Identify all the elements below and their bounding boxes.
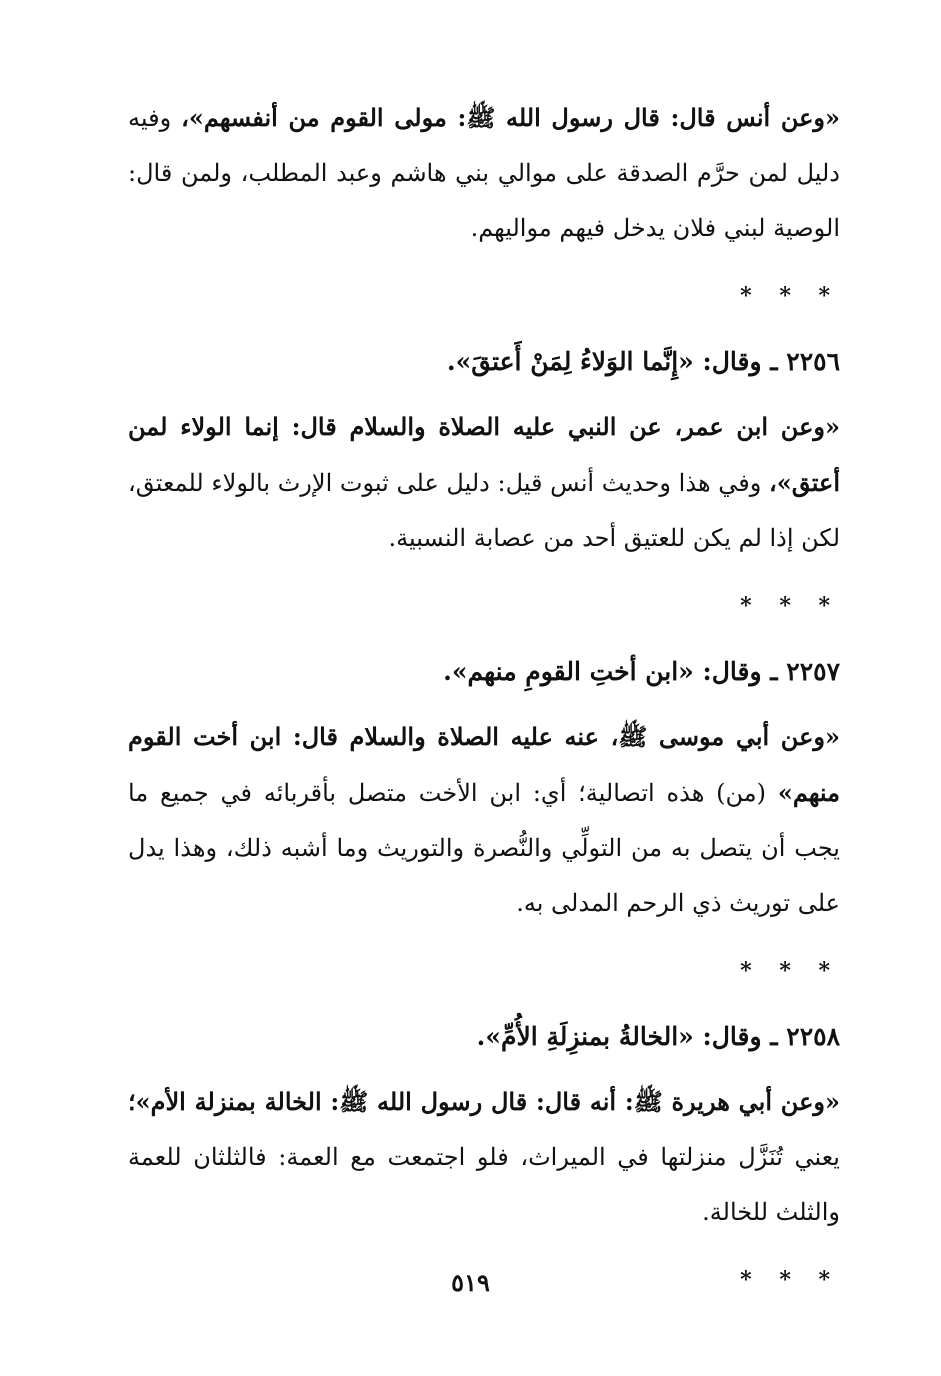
section-separator: * * *: [740, 1267, 840, 1293]
hadith-text: «وعن ابن عمر، عن النبي عليه الصلاة والسلام قال: إنما الولاء لمن أعتق»،: [128, 412, 840, 497]
section-separator: * * *: [740, 593, 840, 619]
hadith-heading-2258: ٢٢٥٨ ـ وقال: «الخالةُ بمنزِلَةِ الأُمِّ».: [476, 1022, 840, 1051]
hadith-heading-2257: ٢٢٥٧ ـ وقال: «ابن أختِ القومِ منهم».: [443, 657, 840, 686]
hadith-text: «وعن أبي موسى ﷺ، عنه عليه الصلاة والسلام قال: ابن أخت القوم منهم»: [128, 722, 840, 807]
hadith-text: «وعن أبي هريرة ﷺ: أنه قال: قال رسول الله ﷺ: الخالة بمنزلة الأم»؛: [128, 1087, 840, 1116]
section-separator: * * *: [740, 958, 840, 984]
hadith-text: «وعن أنس قال: قال رسول الله ﷺ: مولى القوم من أنفسهم»،: [181, 103, 840, 132]
commentary-text: (من) هذه اتصالية؛ أي: ابن الأخت متصل بأقربائه في جميع ما يجب أن يتصل به من التولِّي والنُّصرة والتوريث وما أشبه ذلك، وهذا يدل على توريث ذي الرحم المدلى به.: [128, 779, 840, 917]
commentary-text: وفيه دليل لمن حرَّم الصدقة على موالي بني هاشم وعبد المطلب، ولمن قال: الوصية لبني فلان يدخل فيهم مواليهم.: [128, 104, 840, 242]
paragraph-abu-musa: [128, 709, 840, 931]
commentary-text: يعني تُنَزَّل منزلتها في الميراث، فلو اجتمعت مع العمة: فالثلثان للعمة والثلث للخالة.: [128, 1143, 840, 1226]
hadith-heading-2256: ٢٢٥٦ ـ وقال: «إِنَّما الوَلاءُ لِمَنْ أَعتقَ».: [446, 347, 840, 376]
page-body: [128, 90, 840, 1318]
commentary-text: وفي هذا وحديث أنس قيل: دليل على ثبوت الإرث بالولاء للمعتق، لكن إذا لم يكن للعتيق أحد من عصابة النسبية.: [128, 469, 840, 552]
paragraph-abu-hurayra: [128, 1074, 840, 1240]
paragraph-ibn-umar: [128, 399, 840, 566]
page-number: ٥١٩: [451, 1268, 490, 1297]
section-separator: * * *: [740, 283, 840, 309]
paragraph-anas: [128, 90, 840, 256]
